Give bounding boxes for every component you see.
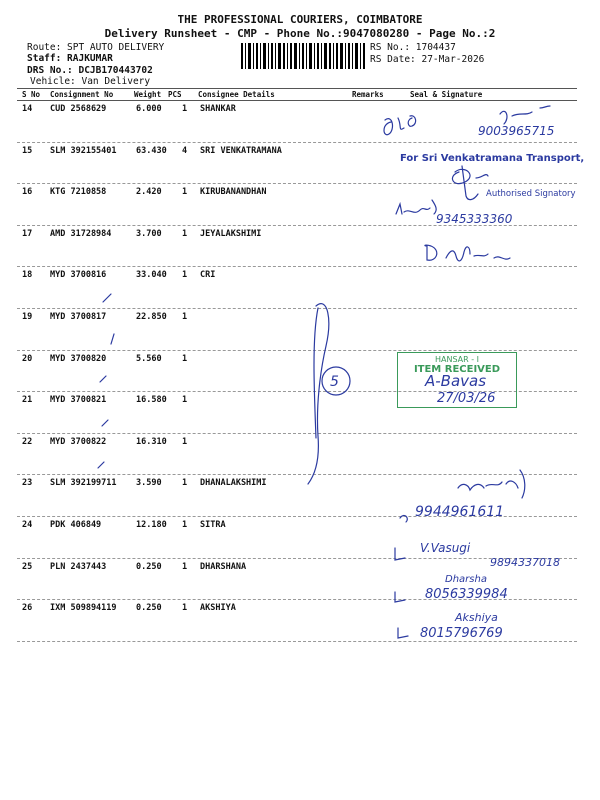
cell-cn: MYD 3700816: [50, 270, 107, 281]
col-remarks: Remarks: [352, 90, 384, 99]
cell-wt: 5.560: [136, 353, 162, 364]
cell-wt: 3.700: [136, 228, 162, 239]
cell-cn: IXM 509894119: [50, 603, 117, 614]
tick-19: [111, 334, 114, 344]
cell-cn: PLN 2437443: [50, 561, 107, 572]
cell-name: KIRUBANANDHAN: [200, 187, 267, 198]
stamp-receiver-name: A-Bavas: [425, 372, 487, 390]
cell-name: SHANKAR: [200, 104, 236, 114]
cell-pcs: 1: [182, 187, 188, 198]
cell-wt: 22.850: [136, 312, 167, 322]
cell-pcs: 1: [182, 228, 188, 239]
rs-date: RS Date: 27-Mar-2026: [370, 54, 485, 65]
cell-cn: SLM 392155401: [50, 145, 117, 156]
r15-signature: [452, 166, 488, 200]
r25-name: Dharsha: [445, 574, 487, 585]
cell-pcs: 1: [182, 312, 188, 322]
cell-pcs: 1: [182, 561, 188, 572]
col-weight: Weight: [134, 90, 162, 99]
count-circle: [322, 367, 350, 395]
r23-phone: 9944961611: [415, 504, 505, 520]
group-bracket: [308, 304, 329, 484]
runsheet-title: Delivery Runsheet - CMP - Phone No.:9047080280 - Page No.:2: [104, 27, 496, 40]
cell-sno: 16: [22, 187, 33, 198]
cell-pcs: 1: [182, 520, 188, 530]
stamp-line1: HANSAR - I: [434, 355, 480, 364]
r18-count: 5: [330, 374, 339, 390]
col-consignee: Consignee Details: [198, 90, 275, 99]
cell-wt: 2.420: [136, 187, 162, 198]
col-seal: Seal & Signature: [410, 90, 483, 99]
cell-name: SITRA: [200, 520, 226, 530]
cell-name: DHANALAKSHIMI: [200, 478, 267, 489]
col-pcs: PCS: [168, 90, 182, 99]
cell-wt: 3.590: [136, 478, 162, 489]
r24-mark: [395, 548, 405, 560]
tick-18: [103, 294, 111, 302]
r14-initials: [500, 106, 550, 124]
cell-sno: 26: [22, 603, 33, 614]
cell-cn: KTG 7210858: [50, 187, 107, 198]
cell-sno: 20: [22, 353, 33, 364]
route-label: Route: SPT AUTO DELIVERY: [27, 42, 165, 53]
tick-22: [98, 462, 104, 468]
tick-20: [100, 376, 106, 382]
r17-signature: [425, 245, 510, 261]
cell-sno: 17: [22, 228, 33, 239]
cell-pcs: 1: [182, 270, 188, 281]
drs-number: DRS No.: DCJB170443702: [27, 65, 153, 76]
col-sno: S No: [22, 90, 41, 99]
cell-cn: MYD 3700821: [50, 395, 107, 406]
cell-pcs: 1: [182, 436, 188, 447]
cell-cn: MYD 3700820: [50, 353, 107, 364]
cell-pcs: 1: [182, 395, 188, 406]
cell-cn: MYD 3700817: [50, 312, 107, 322]
cell-sno: 25: [22, 561, 33, 572]
cell-wt: 12.180: [136, 520, 167, 530]
r14-phone: 9003965715: [478, 124, 555, 138]
cell-name: CRI: [200, 270, 216, 281]
cell-wt: 33.040: [136, 270, 167, 281]
col-consignment: Consignment No: [50, 90, 114, 99]
cell-pcs: 1: [182, 603, 188, 614]
r26-mark: [398, 628, 408, 638]
tick-21: [102, 420, 108, 426]
cell-wt: 0.250: [136, 603, 162, 614]
vehicle-label: Vehicle: Van Delivery: [30, 76, 151, 87]
cell-name: JEYALAKSHIMI: [200, 228, 262, 239]
cell-pcs: 1: [182, 104, 188, 114]
stamp-line2: ITEM RECEIVED: [413, 364, 501, 375]
cell-wt: 6.000: [136, 104, 162, 114]
r23-mark: [400, 515, 407, 522]
rs-number: RS No.: 1704437: [370, 42, 456, 53]
cell-sno: 22: [22, 436, 33, 447]
cell-pcs: 1: [182, 353, 188, 364]
r25-mark: [395, 592, 405, 602]
staff-label: Staff: RAJKUMAR: [27, 53, 113, 64]
cell-cn: MYD 3700822: [50, 436, 107, 447]
cell-sno: 18: [22, 270, 33, 281]
cell-sno: 14: [22, 104, 33, 114]
r14-signature: [384, 116, 416, 135]
r23-signature: [458, 470, 525, 498]
r16-signature: [396, 200, 436, 214]
cell-sno: 19: [22, 312, 33, 322]
cell-wt: 0.250: [136, 561, 162, 572]
cell-name: DHARSHANA: [200, 561, 247, 572]
r16-phone: 9345333360: [436, 212, 513, 226]
cell-wt: 16.310: [136, 436, 167, 447]
stamp-date: 27/03/26: [437, 391, 496, 406]
authorised-signatory: Authorised Signatory: [486, 189, 576, 199]
cell-sno: 15: [22, 145, 33, 156]
cell-cn: SLM 392199711: [50, 478, 117, 489]
cell-sno: 24: [22, 520, 33, 530]
r24-name: V.Vasugi: [420, 541, 471, 555]
r25-phone: 8056339984: [425, 587, 508, 602]
cell-cn: CUD 2568629: [50, 104, 107, 114]
cell-cn: AMD 31728984: [50, 228, 112, 239]
cell-wt: 16.580: [136, 395, 167, 406]
cell-name: SRI VENKATRAMANA: [200, 145, 282, 156]
cell-pcs: 1: [182, 478, 188, 489]
cell-cn: PDK 406849: [50, 520, 102, 530]
r26-phone: 8015796769: [420, 626, 503, 641]
r24-phone: 9894337018: [490, 556, 560, 569]
company-name: THE PROFESSIONAL COURIERS, COIMBATORE: [177, 13, 423, 26]
cell-wt: 63.430: [136, 145, 167, 156]
r26-name: Akshiya: [455, 611, 498, 624]
cell-name: AKSHIYA: [200, 603, 236, 614]
cell-pcs: 4: [182, 145, 188, 156]
transport-seal: For Sri Venkatramana Transport,: [400, 153, 585, 164]
cell-sno: 23: [22, 478, 33, 489]
cell-sno: 21: [22, 395, 33, 406]
